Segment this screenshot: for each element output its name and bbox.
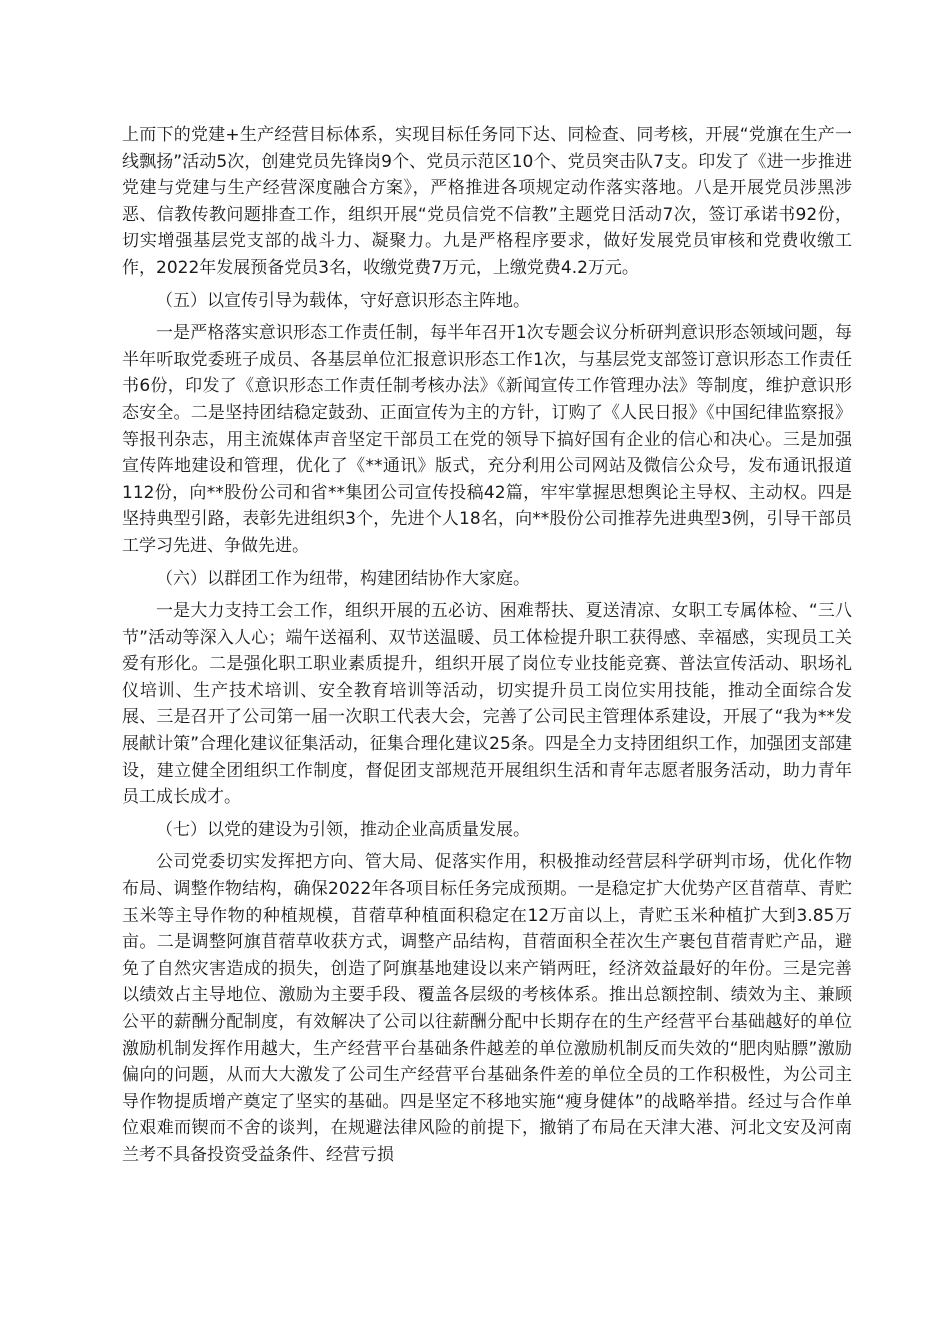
section-heading-7: （七）以党的建设为引领，推动企业高质量发展。: [156, 819, 530, 840]
paragraph-high-quality-development: 公司党委切实发挥把方向、管大局、促落实作用，积极推动经营层科学研判市场，优化作物布局、调整作物结构，确保2022年各项目标任务完成预期。一是稳定扩大优势产区苜蓿草、青贮玉米等主导作物的种植规模，苜蓿草种植面积稳定在12万亩以上，青贮玉米种植扩大到3.85万亩。二是调整阿旗苜蓿草收获方式，调整产品结构，苜蓿面积全茬次生产裹包苜蓿青贮产品，避免了自然灾害造成的损失，创造了阿旗基地建设以来产销两旺，经济效益最好的年份。三是完善以绩效占主导地位、激励为主要手段、覆盖各层级的考核体系。推出总额控制、绩效为主、兼顾公平的薪酬分配制度，有效解决了公司以往薪酬分配中长期存在的生产经营平台基础越好的单位激励机制发挥作用越大，生产经营平台基础条件越差的单位激励机制反而失效的“肥肉贴膘”激励偏向的问题，从而大大激发了公司生产经营平台基础条件差的单位全员的工作积极性，为公司主导作物提质增产奠定了坚实的基础。四是坚定不移地实施“瘦身健体”的战略举措。经过与合作单位艰难而锲而不舍的谈判，在规避法律风险的前提下，撤销了布局在天津大港、河北文安及河南兰考不具备投资受益条件、经营亏损: [122, 852, 852, 1165]
paragraph-mass-organization-work: 一是大力支持工会工作，组织开展的五必访、困难帮扶、夏送清凉、女职工专属体检、“三八节”活动等深入人心；端午送福利、双节送温暖、员工体检提升职工获得感、幸福感，实现员工关爱有形化。二是强化职工职业素质提升，组织开展了岗位专业技能竞赛、普法宣传活动、职场礼仪培训、生产技术培训、安全教育培训等活动，切实提升员工岗位实用技能，推动全面综合发展、三是召开了公司第一届一次职工代表大会，完善了公司民主管理体系建设，开展了“我为**发展献计策”合理化建议征集活动，征集合理化建议25条。四是全力支持团组织工作，加强团支部建设，建立健全团组织工作制度，督促团支部规范开展组织生活和青年志愿者服务活动，助力青年员工成长成才。: [122, 601, 852, 808]
paragraph-ideology-work: 一是严格落实意识形态工作责任制，每半年召开1次专题会议分析研判意识形态领域问题，每半年听取党委班子成员、各基层单位汇报意识形态工作1次，与基层党支部签订意识形态工作责任书6份，印发了《意识形态工作责任制考核办法》《新闻宣传工作管理办法》等制度，维护意识形态安全。二是坚持团结稳定鼓劲、正面宣传为主的方针，订购了《人民日报》《中国纪律监察报》等报刊杂志，用主流媒体声音坚定干部员工在党的领导下搞好国有企业的信心和决心。三是加强宣传阵地建设和管理，优化了《**通讯》版式，充分利用公司网站及微信公众号，发布通讯报道112份，向**股份公司和省**集团公司宣传投稿42篇，牢牢掌握思想舆论主导权、主动权。四是坚持典型引路，表彰先进组织3个，先进个人18名，向**股份公司推荐先进典型3例，引导干部员工学习先进、争做先进。: [122, 323, 852, 556]
document-body: [122, 122, 852, 1169]
section-heading-5: （五）以宣传引导为载体，守好意识形态主阵地。: [156, 290, 530, 311]
section-heading-6: （六）以群团工作为纽带，构建团结协作大家庭。: [156, 568, 530, 589]
paragraph-party-building-continued: 上而下的党建+生产经营目标体系，实现目标任务同下达、同检查、同考核，开展“党旗在生产一线飘扬”活动5次，创建党员先锋岗9个、党员示范区10个、党员突击队7支。印发了《进一步推进党建与党建与生产经营深度融合方案》，严格推进各项规定动作落实落地。八是开展党员涉黑涉恶、信教传教问题排查工作，组织开展“党员信党不信教”主题党日活动7次，签订承诺书92份，切实增强基层党支部的战斗力、凝聚力。九是严格程序要求，做好发展党员审核和党费收缴工作，2022年发展预备党员3名，收缴党费7万元，上缴党费4.2万元。: [122, 125, 852, 278]
